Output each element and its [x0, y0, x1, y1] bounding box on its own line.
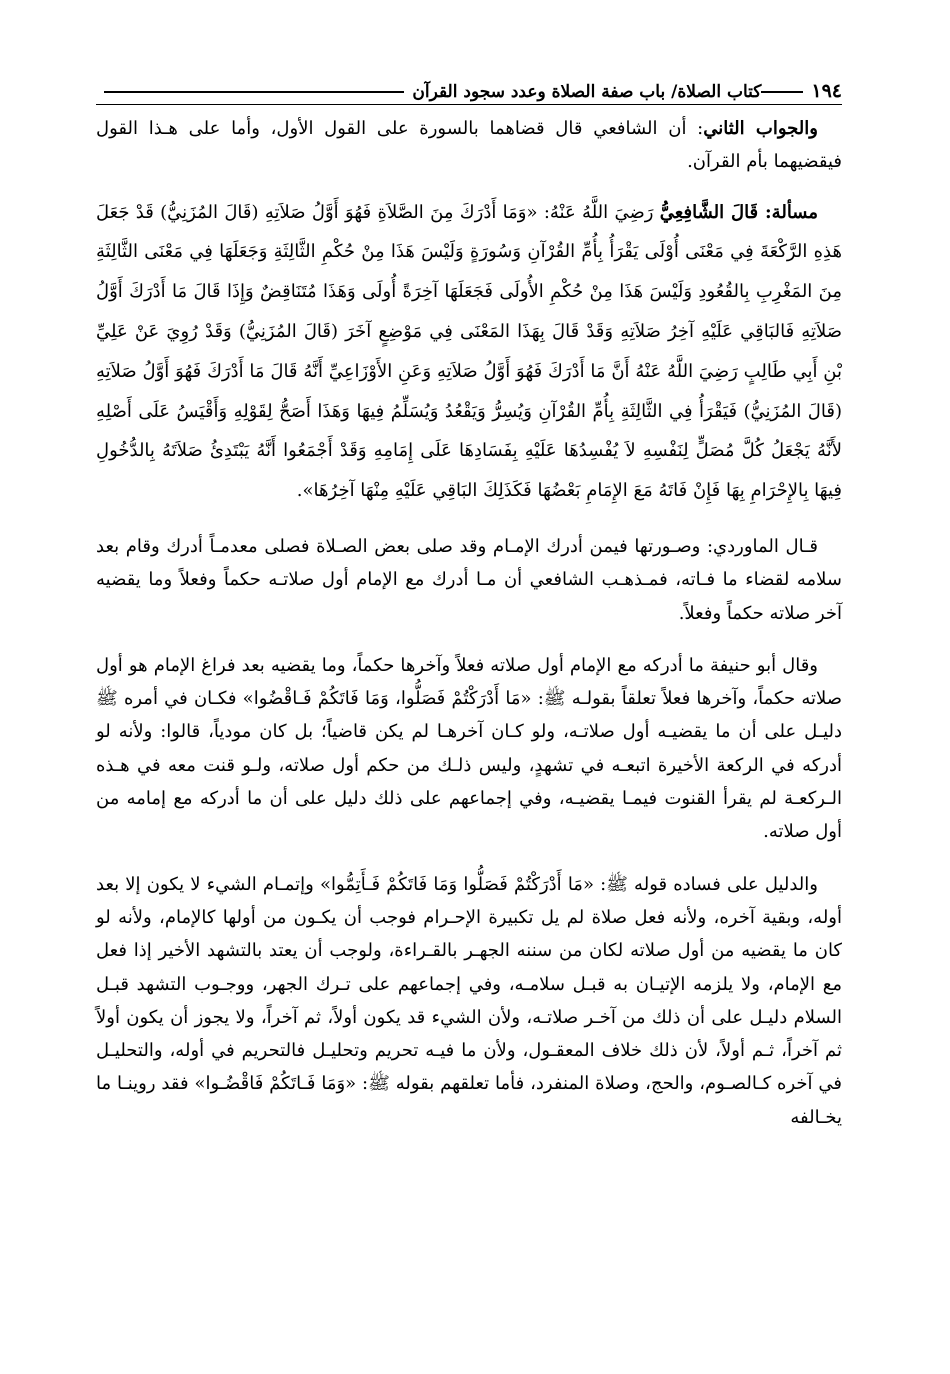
page-header — [96, 62, 842, 102]
paragraph-lead: والجواب الثاني — [703, 118, 818, 139]
paragraph-text: : أن الشافعي قال قضاهما بالسورة على القول الأول، وأما على هـذا القول فيقضيهما بأم القرآن. — [96, 118, 842, 173]
running-title: كتاب الصلاة/ باب صفة الصلاة وعدد سجود القرآن — [412, 82, 762, 102]
masala-heading: مسألة: قَالَ الشَّافِعِيُّ — [659, 201, 818, 223]
paragraph-second-answer — [96, 112, 842, 179]
paragraph-mawardi: قـال الماوردي: وصـورتها فيمن أدرك الإمـام وقد صلى بعض الصـلاة فصلى معدمـاً أدرك وقام بعد سلامه لقضاء ما فـاته، فمـذهـب الشافعي أن مـا أدرك مع الإمام أول صلاتـه حكماً وفعلاً وما يقضيه آخر صلاته حكماً وفعلاً. — [96, 535, 842, 624]
page-body — [96, 112, 842, 1134]
paragraph-evidence: والدليل على فساده قوله ﷺ: «مَا أَدْرَكْتُمْ فَصَلُّوا وَمَا فَاتَكُمْ فَـأَتِمُّوا» وإتمـام الشيء لا يكون إلا بعد أوله، وبقية آخره، ولأنه فعل صلاة لم يل تكبيرة الإحـرام فوجب أن يكـون من أولها كالإمام، ولأنه لو كان ما يقضيه من أول صلاته لكان من سننه الجهـر بالقـراءة، ولوجب أن يعتد بالتشهد الأخير إذا فعل مع الإمام، ولا يلزمه الإتيـان به قبـل سلامـه، وفي إجماعهم على تـرك الجهر، ووجـوب التشهد قبـل السلام دليـل على أن ذلك من آخـر صلاتـه، ولأن الشيء قد يكون أولاً، ثم آخراً، ولا يجوز أن يكون أولاً ثم آخراً، ثـم أولاً، لأن ذلك خلاف المعقـول، ولأن ما فيـه تحريم وتحليـل فالتحريم في أوله، والتحليـل في آخره كـالصـوم، والحج، وصلاة المنفرد، فأما تعلقهم بقوله ﷺ: «وَمَا فَـاتَكُمْ فَاقْضُـوا» فقد روينـا ما يخـالفه — [96, 873, 842, 1128]
header-divider — [96, 104, 842, 105]
masala-text: رَضِيَ اللَّهُ عَنْهُ: «وَمَا أَدْرَكَ مِنَ الصَّلاَةِ فَهُوَ أَوَّلُ صَلاَتِهِ (قَالَ المُزَنِيُّ) قَدْ جَعَلَ هَذِهِ الرَّكْعَةَ فِي مَعْنَى أُوْلَى يَقْرَأُ بِأُمِّ القُرْآنِ وَسُورَةٍ وَلَيْسَ هَذَا مِنْ حُكْمِ الثَّالِثَةِ وَجَعَلَهَا فِي مَعْنَى الثَّالِثَةِ مِنَ المَغْرِبِ بِالقُعُودِ وَلَيْسَ هَذَا مِنْ حُكْمِ الأُولَى فَجَعَلَهَا آخِرَةً أُولَى وَهَذَا مُتَنَاقِضٌ وَإِذَا قَالَ مَا أَدْرَكَ أَوَّلُ صَلاَتِهِ فَالبَاقِي عَلَيْهِ آخِرُ صَلاَتِهِ وَقَدْ قَالَ بِهَذَا المَعْنَى فِي مَوْضِعٍ آخَرَ (قَالَ المُزَنِيُّ) وَقَدْ رُوِيَ عَنْ عَلِيِّ بْنِ أَبِي طَالِبٍ رَضِيَ اللَّهُ عَنْهُ أَنَّ مَا أَدْرَكَ فَهُوَ أَوَّلُ صَلاَتِهِ وَعَنِ الأَوْزَاعِيِّ أَنَّهُ قَالَ مَا أَدْرَكَ فَهُوَ أَوَّلُ صَلاَتِهِ (قَالَ المُزَنِيُّ) فَيَقْرَأُ فِي الثَّالِثَةِ بِأُمِّ القُرْآنِ وَيُسِرُّ وَيَقْعُدُ وَيُسَلِّمُ فِيهَا وَهَذَا أَصَحُّ لِقَوْلِهِ وَأَقْيَسُ عَلَى أَصْلِهِ لأَنَّهُ يَجْعَلُ كُلَّ مُصَلٍّ لِنَفْسِهِ لاَ يُفْسِدُهَا عَلَيْهِ بِفَسَادِهَا عَلَى إِمَامِهِ وَقَدْ أَجْمَعُوا أَنَّهُ يَبْتَدِئُ صَلاَتَهُ بِالدُّخُولِ فِيهَا بِالإِحْرَامِ بِهَا فَإِنْ فَاتَهُ مَعَ الإِمَامِ بَعْضُهَا فَكَذَلِكَ البَاقِي عَلَيْهِ مِنْهَا آخِرُهَا». — [96, 201, 842, 502]
paragraph-abu-hanifa: وقال أبو حنيفة ما أدركه مع الإمام أول صلاته فعلاً وآخرها حكماً، وما يقضيه بعد فراغ الإمام هو أول صلاته حكماً، وآخرها فعلاً تعلقاً بقولـه ﷺ: «مَا أَدْرَكْتُمْ فَصَلُّوا، وَمَا فَاتَكُمْ فَـاقْضُوا» فكـان في أمره ﷺ دليـل على أن ما يقضيـه أول صلاتـه، ولو كـان آخرهـا لم يكن قاضياً؛ بل كان مودياً، قالوا: ولأنه لو أدركه في الركعة الأخيرة اتبعـه في تشهدٍ، وليس ذلـك من حكم أول صلاته، ولـو قنت معه في هـذه الـركعـة لم يقرأ القنوت فيمـا يقضيـه، وفي إجماعهم على ذلك دليل على أن ما أدركه مع إمامه من أول صلاته. — [96, 654, 842, 843]
page-number: ١٩٤ — [811, 80, 842, 102]
header-rule — [761, 91, 803, 93]
header-rule-extension — [104, 91, 404, 93]
paragraph-masala — [96, 193, 842, 511]
